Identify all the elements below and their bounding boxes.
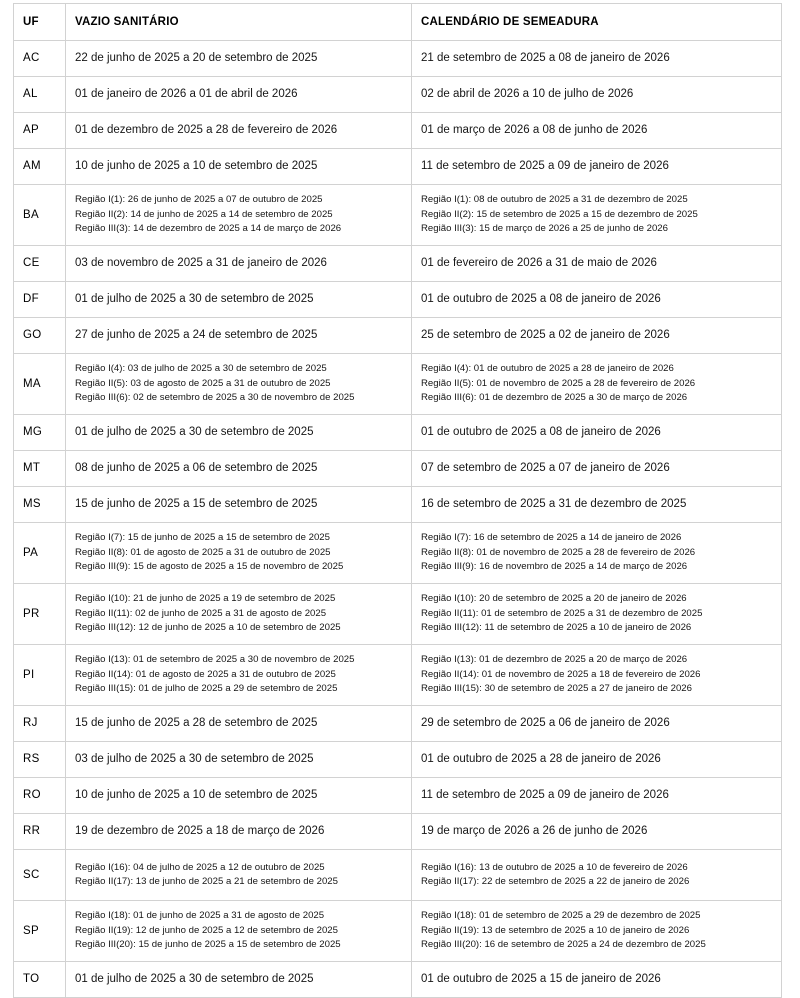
cell-line: 11 de setembro de 2025 a 09 de janeiro de 2026 [421,160,669,173]
uf-cell: MA [14,354,66,415]
vazio-sanitario-cell [66,962,412,998]
cell-line: Região III(15): 01 de julho de 2025 a 29 de setembro de 2025 [75,683,338,695]
cell-line: Região II(11): 02 de junho de 2025 a 31 de agosto de 2025 [75,607,327,619]
calendario-semeadura-cell [412,41,782,77]
table-body [14,41,782,998]
table-row [14,487,782,523]
calendario-semeadura-cell [412,487,782,523]
vazio-sanitario-cell [66,354,412,415]
table-row [14,318,782,354]
cell-line: Região I(16): 13 de outubro de 2025 a 10 de fevereiro de 2026 [421,861,688,873]
cell-line: Região III(3): 14 de dezembro de 2025 a 14 de março de 2026 [75,223,342,235]
cell-line: Região I(13): 01 de dezembro de 2025 a 20 de março de 2026 [421,654,688,666]
cell-line: Região II(8): 01 de agosto de 2025 a 31 de outubro de 2025 [75,546,331,558]
table-row [14,282,782,318]
cell-line: Região I(1): 26 de junho de 2025 a 07 de outubro de 2025 [75,194,323,206]
uf-cell: RR [14,814,66,850]
cell-line: Região II(8): 01 de novembro de 2025 a 28 de fevereiro de 2026 [421,546,696,558]
cell-line: 07 de setembro de 2025 a 07 de janeiro de 2026 [421,462,670,475]
vazio-sanitario-cell [66,149,412,185]
table-row [14,149,782,185]
cell-line: Região II(5): 01 de novembro de 2025 a 28 de fevereiro de 2026 [421,377,696,389]
vazio-sanitario-cell [66,850,412,901]
table-row [14,354,782,415]
vazio-sanitario-cell [66,901,412,962]
vazio-sanitario-cell [66,282,412,318]
uf-cell: TO [14,962,66,998]
cell-line: Região I(4): 01 de outubro de 2025 a 28 de janeiro de 2026 [421,363,674,375]
vazio-sanitario-cell [66,742,412,778]
cell-line: Região III(12): 12 de junho de 2025 a 10 de setembro de 2025 [75,622,341,634]
cell-line: Região I(18): 01 de junho de 2025 a 31 de agosto de 2025 [75,910,325,922]
table-row [14,706,782,742]
calendario-semeadura-cell [412,415,782,451]
uf-cell: GO [14,318,66,354]
calendario-semeadura-cell [412,742,782,778]
column-header-vazio-sanitario: VAZIO SANITÁRIO [66,4,412,41]
cell-line: 01 de julho de 2025 a 30 de setembro de 2025 [75,293,314,306]
cell-line: Região I(18): 01 de setembro de 2025 a 29 de dezembro de 2025 [421,910,701,922]
cell-line: 08 de junho de 2025 a 06 de setembro de 2025 [75,462,318,475]
table-header [14,4,782,41]
table-row [14,185,782,246]
cell-line: 01 de julho de 2025 a 30 de setembro de 2025 [75,426,314,439]
calendario-semeadura-cell [412,318,782,354]
cell-line: Região II(17): 22 de setembro de 2025 a 22 de janeiro de 2026 [421,876,690,887]
cell-line: Região I(16): 04 de julho de 2025 a 12 de outubro de 2025 [75,861,325,873]
cell-line: Região I(7): 16 de setembro de 2025 a 14 de janeiro de 2026 [421,532,682,544]
cell-line: 15 de junho de 2025 a 28 de setembro de 2025 [75,717,318,730]
cell-line: 16 de setembro de 2025 a 31 de dezembro de 2025 [421,498,687,511]
calendario-semeadura-cell [412,149,782,185]
cell-line: Região I(10): 21 de junho de 2025 a 19 de setembro de 2025 [75,593,336,605]
cell-line: 11 de setembro de 2025 a 09 de janeiro de 2026 [421,789,669,802]
cell-line: 01 de fevereiro de 2026 a 31 de maio de 2026 [421,257,657,270]
cell-line: 15 de junho de 2025 a 15 de setembro de 2025 [75,498,318,511]
vazio-sanitario-cell [66,185,412,246]
cell-line: 22 de junho de 2025 a 20 de setembro de 2025 [75,52,318,65]
table-row [14,778,782,814]
uf-cell: PA [14,523,66,584]
calendario-semeadura-cell [412,814,782,850]
vazio-sanitario-cell [66,415,412,451]
uf-cell: MT [14,451,66,487]
vazio-sanitario-cell [66,246,412,282]
calendario-semeadura-cell [412,77,782,113]
calendario-semeadura-cell [412,523,782,584]
cell-line: 10 de junho de 2025 a 10 de setembro de 2025 [75,789,318,802]
cell-line: Região I(10): 20 de setembro de 2025 a 20 de janeiro de 2026 [421,593,687,605]
cell-line: Região II(14): 01 de novembro de 2025 a 18 de fevereiro de 2026 [421,668,701,680]
vazio-sanitario-cell [66,523,412,584]
table-row [14,113,782,149]
cell-line: Região III(9): 16 de novembro de 2025 a 14 de março de 2026 [421,561,688,573]
calendario-semeadura-cell [412,850,782,901]
calendario-semeadura-cell [412,113,782,149]
cell-line: Região III(20): 15 de junho de 2025 a 15 de setembro de 2025 [75,939,341,951]
table-row [14,645,782,706]
uf-cell: AM [14,149,66,185]
uf-cell: SC [14,850,66,901]
cell-line: 01 de outubro de 2025 a 08 de janeiro de 2026 [421,426,661,439]
calendario-semeadura-cell [412,246,782,282]
calendario-semeadura-cell [412,584,782,645]
vazio-sanitario-cell [66,778,412,814]
uf-cell: RO [14,778,66,814]
cell-line: 27 de junho de 2025 a 24 de setembro de 2025 [75,329,318,342]
uf-cell: BA [14,185,66,246]
calendario-semeadura-cell [412,962,782,998]
table-row [14,850,782,901]
calendario-semeadura-cell [412,645,782,706]
table-row [14,415,782,451]
vazio-sanitario-cell [66,451,412,487]
table-row [14,523,782,584]
uf-cell: MG [14,415,66,451]
cell-line: Região II(11): 01 de setembro de 2025 a 31 de dezembro de 2025 [421,607,703,619]
cell-line: 01 de outubro de 2025 a 28 de janeiro de 2026 [421,753,661,766]
uf-cell: PR [14,584,66,645]
vazio-sanitario-cell [66,113,412,149]
table-row [14,962,782,998]
cell-line: Região II(19): 12 de junho de 2025 a 12 de setembro de 2025 [75,924,338,936]
table-row [14,41,782,77]
table-row [14,246,782,282]
cell-line: Região III(9): 15 de agosto de 2025 a 15 de novembro de 2025 [75,561,344,573]
vazio-sanitario-cell [66,487,412,523]
cell-line: Região II(14): 01 de agosto de 2025 a 31 de outubro de 2025 [75,668,336,680]
uf-cell: SP [14,901,66,962]
table-row [14,814,782,850]
cell-line: Região I(1): 08 de outubro de 2025 a 31 de dezembro de 2025 [421,194,688,206]
vazio-sanitario-cell [66,77,412,113]
cell-line: Região II(2): 15 de setembro de 2025 a 15 de dezembro de 2025 [421,208,698,220]
cell-line: 01 de outubro de 2025 a 08 de janeiro de 2026 [421,293,661,306]
cell-line: Região III(15): 30 de setembro de 2025 a 27 de janeiro de 2026 [421,683,692,695]
column-header-uf: UF [14,4,66,41]
cell-line: Região I(13): 01 de setembro de 2025 a 30 de novembro de 2025 [75,654,355,666]
cell-line: 02 de abril de 2026 a 10 de julho de 2026 [421,88,634,101]
calendario-semeadura-cell [412,185,782,246]
cell-line: Região II(5): 03 de agosto de 2025 a 31 de outubro de 2025 [75,377,331,389]
cell-line: 29 de setembro de 2025 a 06 de janeiro de 2026 [421,717,670,730]
table-row [14,742,782,778]
vazio-sanitario-cell [66,706,412,742]
cell-line: 10 de junho de 2025 a 10 de setembro de 2025 [75,160,318,173]
cell-line: 03 de novembro de 2025 a 31 de janeiro de 2026 [75,257,327,270]
cell-line: 19 de março de 2026 a 26 de junho de 2026 [421,825,648,838]
cell-line: 01 de julho de 2025 a 30 de setembro de 2025 [75,973,314,986]
cell-line: Região I(7): 15 de junho de 2025 a 15 de setembro de 2025 [75,532,330,544]
vazio-sanitario-calendar-table [13,3,782,998]
vazio-sanitario-cell [66,645,412,706]
cell-line: 19 de dezembro de 2025 a 18 de março de 2026 [75,825,325,838]
uf-cell: AL [14,77,66,113]
cell-line: Região III(6): 01 de dezembro de 2025 a 30 de março de 2026 [421,392,688,404]
calendar-table-container [13,3,781,998]
cell-line: Região III(3): 15 de março de 2026 a 25 de junho de 2026 [421,223,668,235]
calendario-semeadura-cell [412,778,782,814]
calendario-semeadura-cell [412,706,782,742]
cell-line: 01 de janeiro de 2026 a 01 de abril de 2026 [75,88,298,101]
cell-line: 03 de julho de 2025 a 30 de setembro de 2025 [75,753,314,766]
uf-cell: RS [14,742,66,778]
uf-cell: CE [14,246,66,282]
table-row [14,584,782,645]
calendario-semeadura-cell [412,282,782,318]
vazio-sanitario-cell [66,41,412,77]
cell-line: 01 de outubro de 2025 a 15 de janeiro de 2026 [421,973,661,986]
uf-cell: AC [14,41,66,77]
uf-cell: AP [14,113,66,149]
cell-line: Região II(17): 13 de junho de 2025 a 21 de setembro de 2025 [75,876,338,887]
vazio-sanitario-cell [66,814,412,850]
cell-line: Região III(6): 02 de setembro de 2025 a 30 de novembro de 2025 [75,392,355,404]
uf-cell: MS [14,487,66,523]
cell-line: Região III(12): 11 de setembro de 2025 a 10 de janeiro de 2026 [421,622,692,634]
column-header-calendario-semeadura: CALENDÁRIO DE SEMEADURA [412,4,782,41]
table-row [14,77,782,113]
cell-line: Região II(2): 14 de junho de 2025 a 14 de setembro de 2025 [75,208,333,220]
calendario-semeadura-cell [412,451,782,487]
uf-cell: PI [14,645,66,706]
cell-line: Região II(19): 13 de setembro de 2025 a 10 de janeiro de 2026 [421,924,690,936]
calendario-semeadura-cell [412,901,782,962]
cell-line: 01 de março de 2026 a 08 de junho de 2026 [421,124,648,137]
table-row [14,901,782,962]
cell-line: Região III(20): 16 de setembro de 2025 a 24 de dezembro de 2025 [421,939,706,951]
calendario-semeadura-cell [412,354,782,415]
cell-line: 21 de setembro de 2025 a 08 de janeiro de 2026 [421,52,670,65]
uf-cell: DF [14,282,66,318]
table-header-row [14,4,782,41]
cell-line: Região I(4): 03 de julho de 2025 a 30 de setembro de 2025 [75,363,327,375]
vazio-sanitario-cell [66,318,412,354]
vazio-sanitario-cell [66,584,412,645]
table-row [14,451,782,487]
uf-cell: RJ [14,706,66,742]
cell-line: 01 de dezembro de 2025 a 28 de fevereiro de 2026 [75,124,338,137]
cell-line: 25 de setembro de 2025 a 02 de janeiro de 2026 [421,329,670,342]
